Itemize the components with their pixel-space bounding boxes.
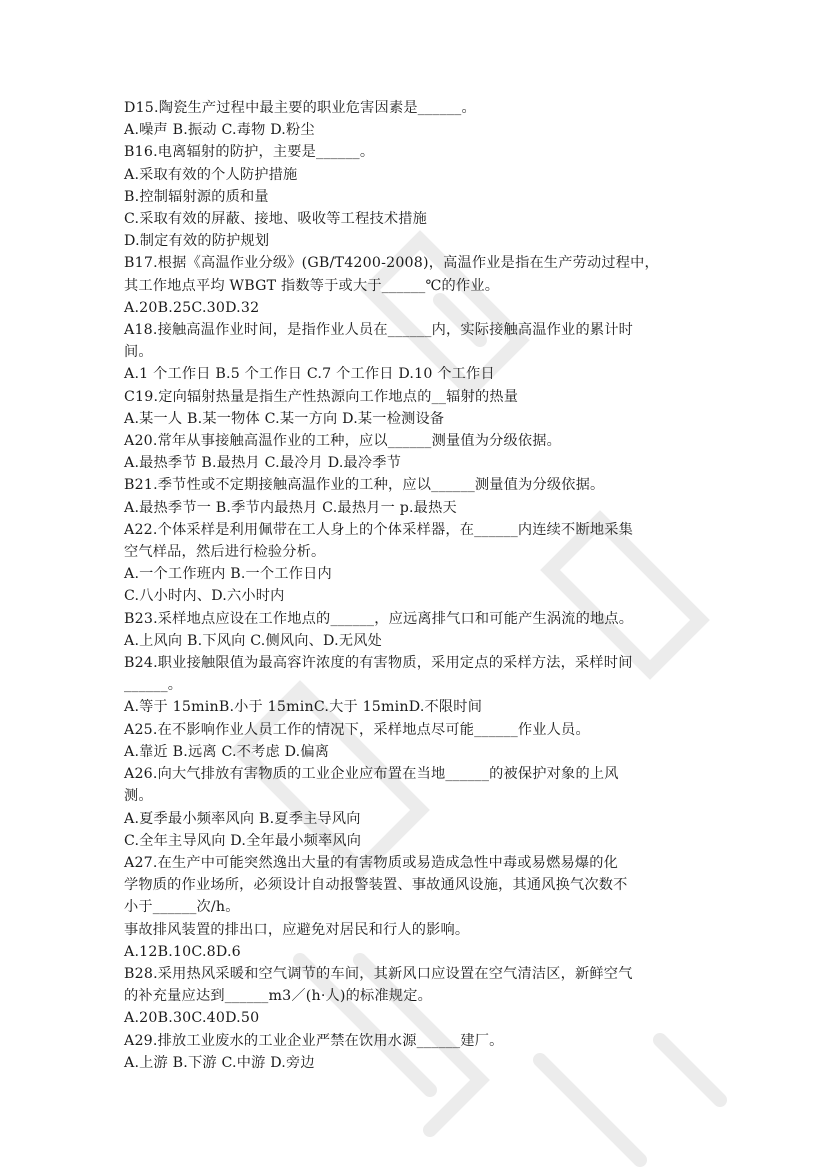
document-line: B28.采用热风采暖和空气调节的车间，其新风口应设置在空气清洁区，新鲜空气 xyxy=(124,965,633,982)
document-line: A26.向大气排放有害物质的工业企业应布置在当地______的被保护对象的上风 xyxy=(124,766,619,783)
document-line: A.某一人 B.某一物体 C.某一方向 D.某一检测设备 xyxy=(124,410,445,427)
document-line: C.全年主导风向 D.全年最小频率风向 xyxy=(124,832,362,849)
document-line: A22.个体采样是利用佩带在工人身上的个体采样器，在______内连续不断地采集 xyxy=(124,521,633,538)
document-line: A.夏季最小频率风向 B.夏季主导风向 xyxy=(124,810,361,827)
document-line: B17.根据《高温作业分级》(GB/T4200-2008)，高温作业是指在生产劳动过程中， xyxy=(124,255,659,272)
document-line: A.20B.30C.40D.50 xyxy=(124,1010,260,1027)
document-line: A.1 个工作日 B.5 个工作日 C.7 个工作日 D.10 个工作日 xyxy=(124,366,495,383)
document-line: A27.在生产中可能突然逸出大量的有害物质或易造成急性中毒或易燃易爆的化 xyxy=(124,854,619,871)
document-line: ______。 xyxy=(124,677,183,694)
document-line: B.控制辐射源的质和量 xyxy=(124,188,269,205)
document-line: D15.陶瓷生产过程中最主要的职业危害因素是______。 xyxy=(124,100,476,116)
document-line: B16.电离辐射的防护，主要是______。 xyxy=(124,144,375,161)
document-line: 间。 xyxy=(124,344,153,361)
document-line: 的补充量应达到______m3／(h·人)的标准规定。 xyxy=(124,988,432,1005)
document-line: B24.职业接触限值为最高容许浓度的有害物质，采用定点的采样方法，采样时间 xyxy=(124,655,633,672)
document-line: 其工作地点平均 WBGT 指数等于或大于______℃的作业。 xyxy=(124,277,500,294)
document-line: A25.在不影响作业人员工作的情况下，采样地点尽可能______作业人员。 xyxy=(124,721,590,738)
document-line: A.等于 15minB.小于 15minC.大于 15minD.不限时间 xyxy=(124,699,483,716)
document-line: C.采取有效的屏蔽、接地、吸收等工程技术措施 xyxy=(124,211,428,228)
document-line: A.噪声 B.振动 C.毒物 D.粉尘 xyxy=(124,122,315,139)
document-line: A29.排放工业废水的工业企业严禁在饮用水源______建厂。 xyxy=(124,1032,504,1049)
document-line: 事故排风装置的排出口，应避免对居民和行人的影响。 xyxy=(124,921,470,938)
document-line: B21.季节性或不定期接触高温作业的工种，应以______测量值为分级依据。 xyxy=(124,477,605,494)
document-line: B23.采样地点应设在工作地点的______，应远离排气口和可能产生涡流的地点。 xyxy=(124,610,634,627)
document-line: A20.常年从事接触高温作业的工种，应以______测量值为分级依据。 xyxy=(124,433,562,450)
document-line: A.一个工作班内 B.一个工作日内 xyxy=(124,566,332,583)
document-body xyxy=(124,97,724,1074)
document-line: C.八小时内、D.六小时内 xyxy=(124,588,285,605)
document-line: 学物质的作业场所，必须设计自动报警装置、事故通风设施，其通风换气次数不 xyxy=(124,877,628,894)
document-line: A.靠近 B.远离 C.不考虑 D.偏离 xyxy=(124,743,330,760)
document-line: 空气样品，然后进行检验分析。 xyxy=(124,544,326,561)
document-line: C19.定向辐射热量是指生产性热源向工作地点的__辐射的热量 xyxy=(124,388,519,405)
document-line: A.上风向 B.下风向 C.侧风向、D.无风处 xyxy=(124,632,382,649)
document-line: 小于______次/h。 xyxy=(124,899,240,916)
document-line: A.最热季节 B.最热月 C.最冷月 D.最冷季节 xyxy=(124,455,402,472)
document-line: A.上游 B.下游 C.中游 D.旁边 xyxy=(124,1054,315,1071)
document-line: 测。 xyxy=(124,788,153,805)
document-line: A.最热季节一 B.季节内最热月 C.最热月一 p.最热天 xyxy=(124,499,457,516)
document-line: A18.接触高温作业时间，是指作业人员在______内，实际接触高温作业的累计时 xyxy=(124,322,633,339)
document-line: A.12B.10C.8D.6 xyxy=(124,943,241,960)
document-line: A.采取有效的个人防护措施 xyxy=(124,166,298,183)
document-line: A.20B.25C.30D.32 xyxy=(124,299,260,316)
document-line: D.制定有效的防护规划 xyxy=(124,233,270,250)
